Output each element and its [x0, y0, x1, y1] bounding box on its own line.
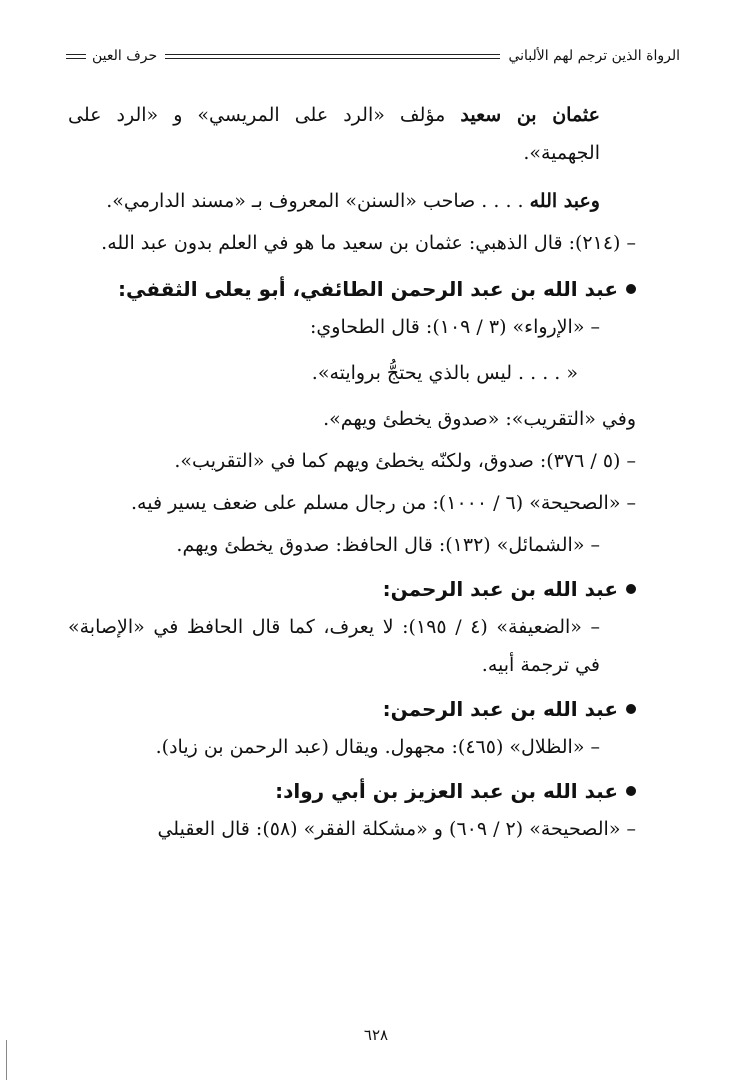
bullet-icon — [626, 786, 636, 796]
entry-heading-3 — [68, 690, 636, 728]
header-rule — [165, 54, 500, 59]
name-uthman: عثمان بن سعيد — [460, 104, 600, 126]
page-number: ٦٢٨ — [363, 1026, 389, 1044]
header-section: حرف العين — [92, 48, 158, 64]
entry-heading-2-text: عبد الله بن عبد الرحمن: — [382, 577, 618, 601]
entry-heading-1 — [68, 270, 636, 308]
paragraph-214: – (٢١٤): قال الذهبي: عثمان بن سعيد ما هو في العلم بدون عبد الله. — [101, 232, 636, 254]
text-abdullah: . . . . صاحب «السنن» المعروف بـ «مسند الدارمي». — [106, 190, 530, 212]
entry-1-line-4: – (٥ / ٣٧٦): صدوق، ولكنّه يخطئ ويهم كما في «التقريب». — [174, 450, 636, 472]
entry-3-line-1: – «الظلال» (٤٦٥): مجهول. ويقال (عبد الرحمن بن زياد). — [155, 736, 600, 758]
entry-heading-2 — [68, 570, 636, 608]
entry-1-line-3: وفي «التقريب»: «صدوق يخطئ ويهم». — [323, 408, 636, 430]
text-uthman: مؤلف «الرد على المريسي» و «الرد على الجهمية». — [68, 104, 600, 164]
paragraph-abdullah — [68, 182, 636, 220]
bullet-icon — [626, 704, 636, 714]
scan-edge — [6, 1040, 7, 1080]
running-header — [66, 42, 680, 70]
entry-heading-4 — [68, 772, 636, 810]
entry-heading-3-text: عبد الله بن عبد الرحمن: — [382, 697, 618, 721]
paragraph-uthman — [68, 96, 636, 172]
entry-2-line-1: – «الضعيفة» (٤ / ١٩٥): لا يعرف، كما قال الحافظ في «الإصابة» في ترجمة أبيه. — [68, 616, 601, 676]
page-content — [68, 96, 636, 848]
bullet-icon — [626, 284, 636, 294]
header-title: الرواة الذين ترجم لهم الألباني — [508, 48, 680, 64]
entry-4-line-1: – «الصحيحة» (٢ / ٦٠٩) و «مشكلة الفقر» (٥٨): قال العقيلي — [157, 818, 636, 840]
entry-1-line-1: – «الإرواء» (٣ / ١٠٩): قال الطحاوي: — [310, 316, 600, 338]
entry-1-line-2: « . . . . ليس بالذي يحتجُّ بروايته». — [311, 362, 578, 384]
entry-1-line-5: – «الصحيحة» (٦ / ١٠٠٠): من رجال مسلم على ضعف يسير فيه. — [130, 492, 636, 514]
entry-heading-4-text: عبد الله بن عبد العزيز بن أبي رواد: — [275, 779, 618, 803]
name-abdullah: وعبد الله — [529, 190, 600, 212]
entry-heading-1-text: عبد الله بن عبد الرحمن الطائفي، أبو يعلى الثقفي: — [118, 277, 618, 301]
header-end-mark — [66, 54, 86, 59]
entry-1-line-6: – «الشمائل» (١٣٢): قال الحافظ: صدوق يخطئ ويهم. — [176, 534, 600, 556]
bullet-icon — [626, 584, 636, 594]
